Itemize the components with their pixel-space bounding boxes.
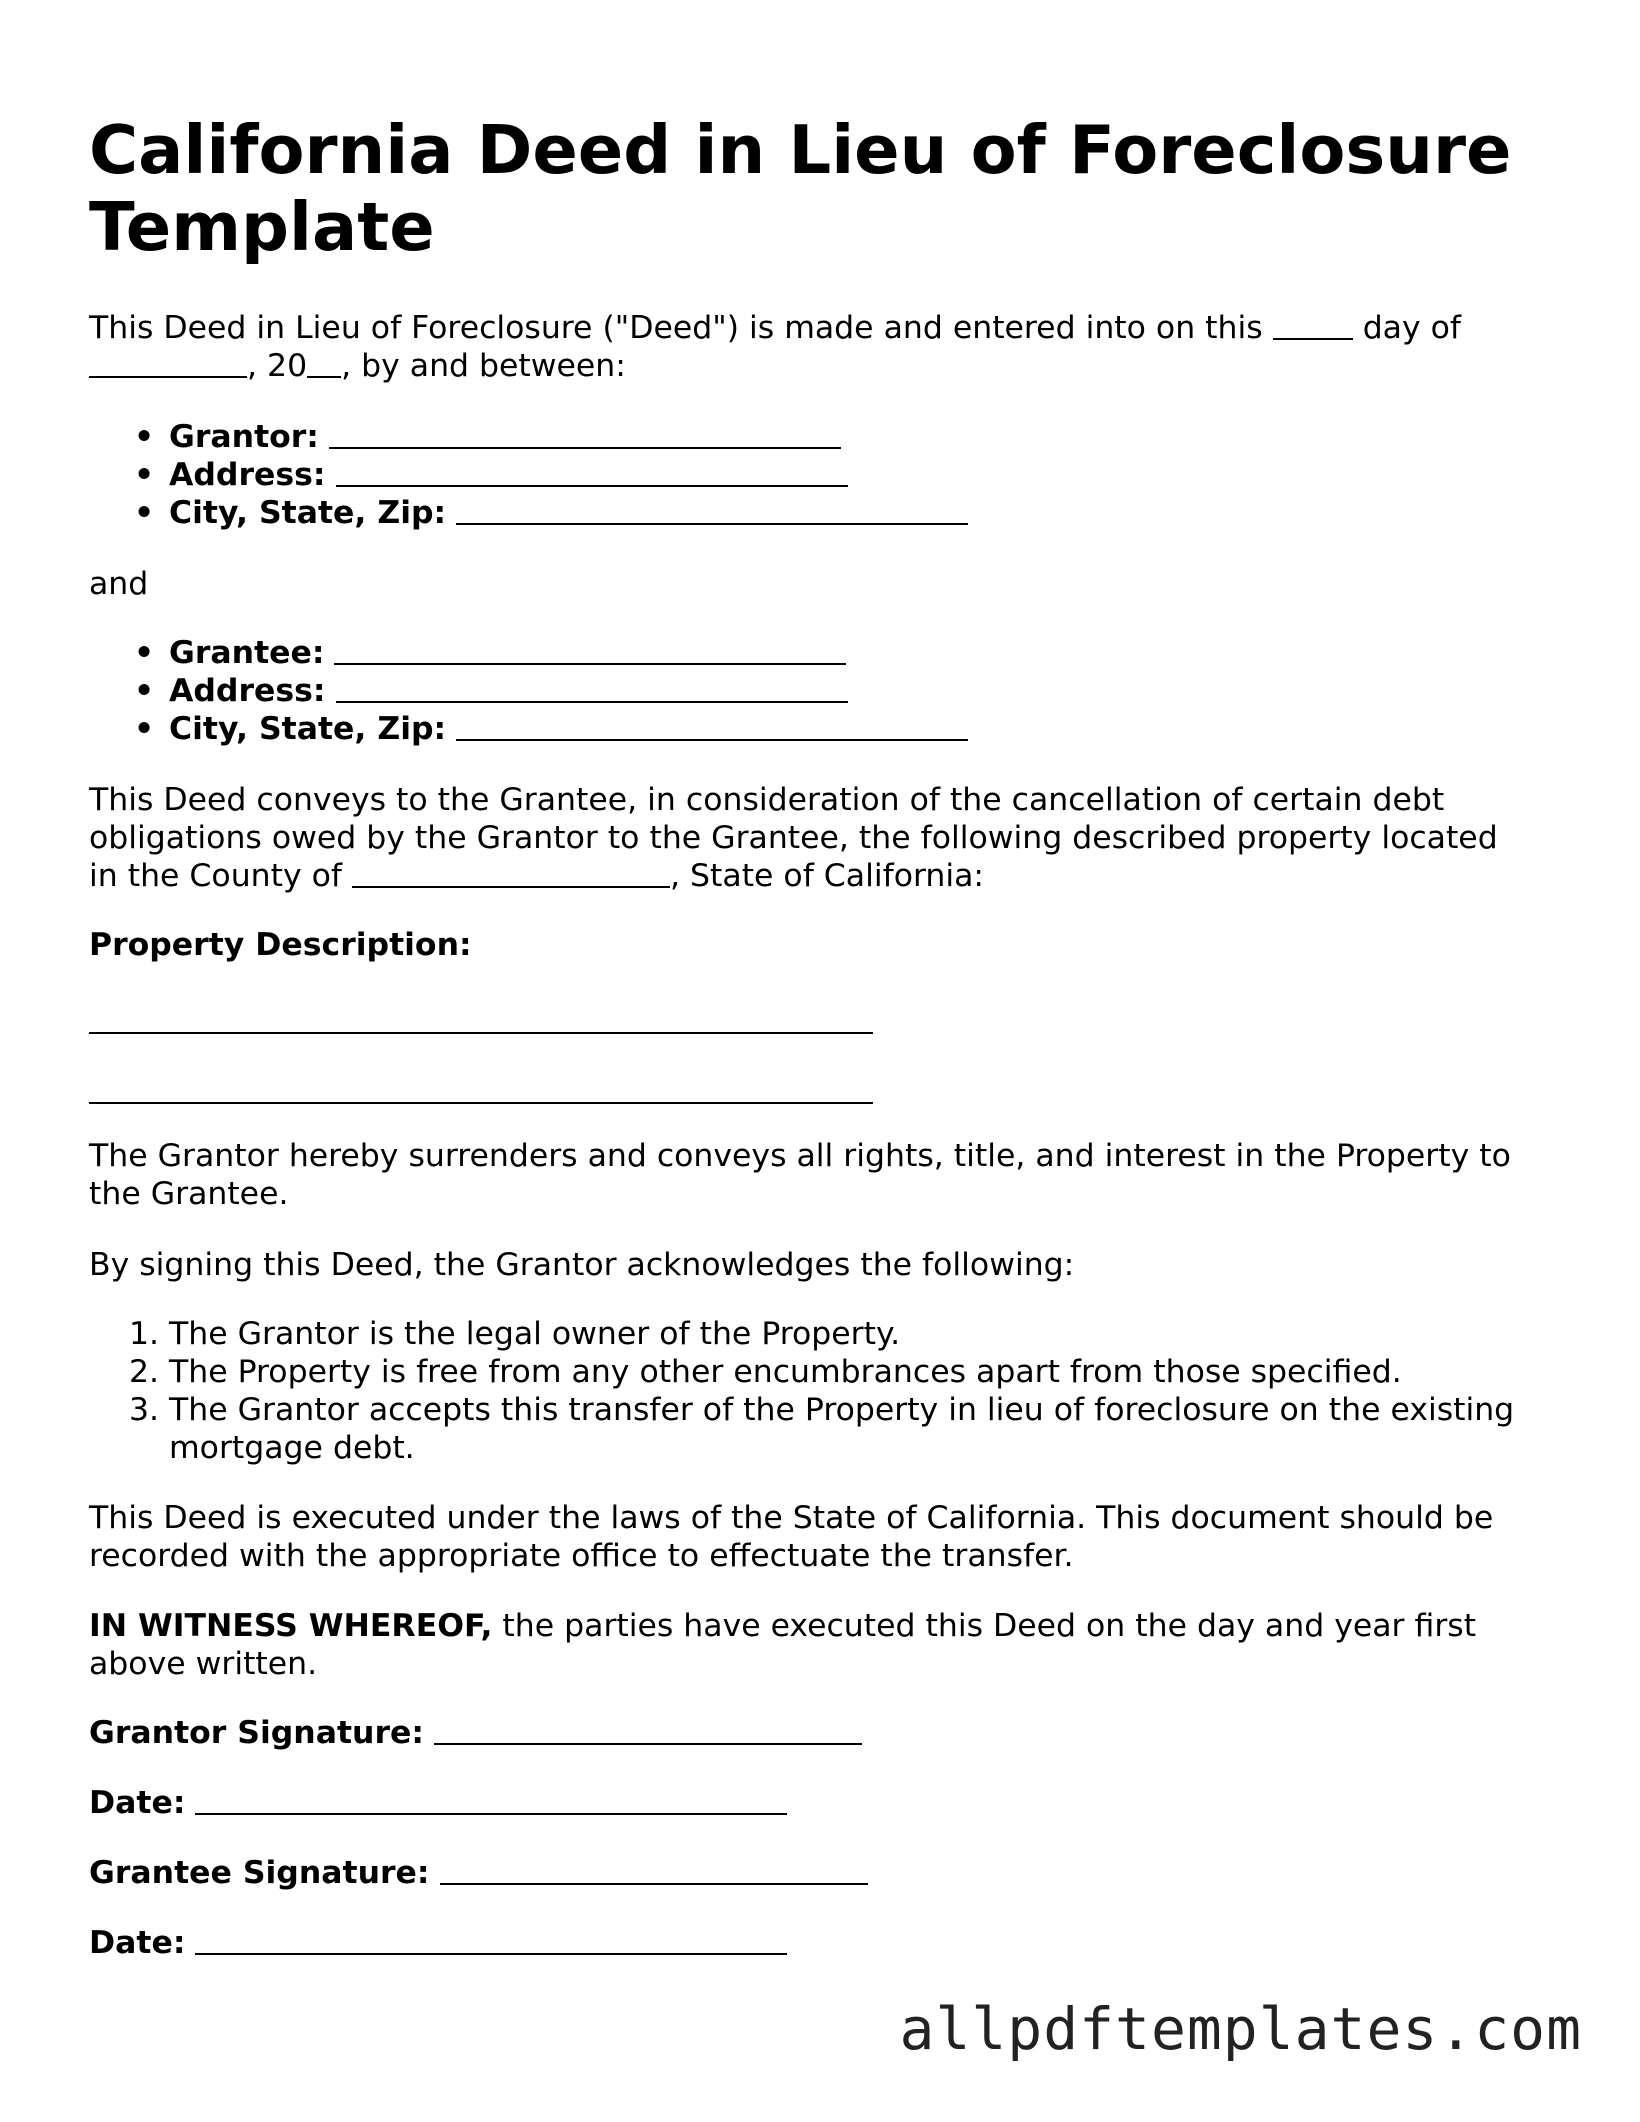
list-item xyxy=(89,418,968,456)
and-text: and xyxy=(89,566,149,602)
grantee-address-label: Address: xyxy=(169,673,326,709)
list-item xyxy=(89,456,968,494)
grantor-blank[interactable] xyxy=(329,447,841,449)
bullet-icon: • xyxy=(134,457,155,493)
grantee-date-row xyxy=(89,1924,1559,1962)
list-item xyxy=(89,1353,1559,1391)
county-blank[interactable] xyxy=(352,886,670,888)
grantor-date-label: Date: xyxy=(89,1785,186,1821)
grantor-address-blank[interactable] xyxy=(336,485,848,487)
grantor-city-blank[interactable] xyxy=(456,523,968,525)
grantor-address-label: Address: xyxy=(169,457,326,493)
grantor-signature-row xyxy=(89,1714,1559,1752)
grantee-signature-label: Grantee Signature: xyxy=(89,1855,430,1891)
intro-text-a: This Deed in Lieu of Foreclosure ("Deed") is made and entered into on this xyxy=(89,310,1263,346)
grantor-fields-list xyxy=(89,418,968,532)
bullet-icon: • xyxy=(134,711,155,747)
witness-text: the parties have executed this Deed on the day and year first above written. xyxy=(89,1608,1477,1682)
page-title: California Deed in Lieu of Foreclosure Template xyxy=(89,111,1512,266)
conveyance-text-a: This Deed conveys to the Grantee, in consideration of the cancellation of certain debt obligations owed by the Grantor to the Grantee, the following described property located in the County of xyxy=(89,782,1498,894)
intro-paragraph xyxy=(89,309,1559,385)
grantee-fields-list xyxy=(89,634,968,748)
list-item xyxy=(89,494,968,532)
list-item xyxy=(89,672,968,710)
grantee-city-blank[interactable] xyxy=(456,739,968,741)
grantor-date-row xyxy=(89,1784,1559,1822)
intro-text-c: , 20 xyxy=(247,348,308,384)
surrender-paragraph: The Grantor hereby surrenders and conveys all rights, title, and interest in the Property to the Grantee. xyxy=(89,1138,1511,1212)
list-item xyxy=(89,634,968,672)
list-item xyxy=(89,1315,1559,1353)
intro-text-b: day of xyxy=(1362,310,1462,346)
watermark-text: allpdftemplates.com xyxy=(899,1995,1582,2063)
acknowledgement-text: The Grantor accepts this transfer of the Property in lieu of foreclosure on the existing mortgage debt. xyxy=(169,1392,1515,1466)
conveyance-text-b: , State of California: xyxy=(670,858,985,894)
grantor-date-blank[interactable] xyxy=(195,1813,787,1815)
list-item xyxy=(89,1391,1559,1467)
grantee-signature-row xyxy=(89,1854,1559,1892)
grantee-date-label: Date: xyxy=(89,1925,186,1961)
acknowledgement-intro: By signing this Deed, the Grantor acknowledges the following: xyxy=(89,1247,1075,1283)
intro-text-d: , by and between: xyxy=(341,348,626,384)
grantee-signature-blank[interactable] xyxy=(440,1883,868,1885)
acknowledgement-text: The Grantor is the legal owner of the Property. xyxy=(169,1316,901,1352)
grantee-address-blank[interactable] xyxy=(336,701,848,703)
list-number: 3. xyxy=(129,1392,160,1428)
grantee-blank[interactable] xyxy=(334,663,846,665)
property-description-line[interactable] xyxy=(89,1102,873,1104)
list-item xyxy=(89,710,968,748)
list-number: 2. xyxy=(129,1354,160,1390)
grantor-label: Grantor: xyxy=(169,419,319,455)
laws-paragraph: This Deed is executed under the laws of the State of California. This document should be recorded with the appropriate office to effectuate the transfer. xyxy=(89,1500,1494,1574)
grantee-label: Grantee: xyxy=(169,635,325,671)
grantee-date-blank[interactable] xyxy=(195,1953,787,1955)
grantor-signature-label: Grantor Signature: xyxy=(89,1715,424,1751)
grantor-signature-blank[interactable] xyxy=(434,1743,862,1745)
list-number: 1. xyxy=(129,1316,160,1352)
bullet-icon: • xyxy=(134,495,155,531)
year-blank[interactable] xyxy=(307,376,341,378)
acknowledgement-list xyxy=(89,1315,1559,1467)
bullet-icon: • xyxy=(134,419,155,455)
acknowledgement-text: The Property is free from any other encumbrances apart from those specified. xyxy=(169,1354,1402,1390)
bullet-icon: • xyxy=(134,635,155,671)
witness-bold-text: IN WITNESS WHEREOF, xyxy=(89,1608,493,1644)
bullet-icon: • xyxy=(134,673,155,709)
property-description-heading: Property Description: xyxy=(89,927,472,963)
grantee-city-label: City, State, Zip: xyxy=(169,711,447,747)
witness-paragraph xyxy=(89,1607,1529,1683)
property-description-line[interactable] xyxy=(89,1032,873,1034)
month-blank[interactable] xyxy=(89,376,247,378)
conveyance-paragraph xyxy=(89,781,1529,895)
grantor-city-label: City, State, Zip: xyxy=(169,495,447,531)
day-blank[interactable] xyxy=(1273,338,1353,340)
